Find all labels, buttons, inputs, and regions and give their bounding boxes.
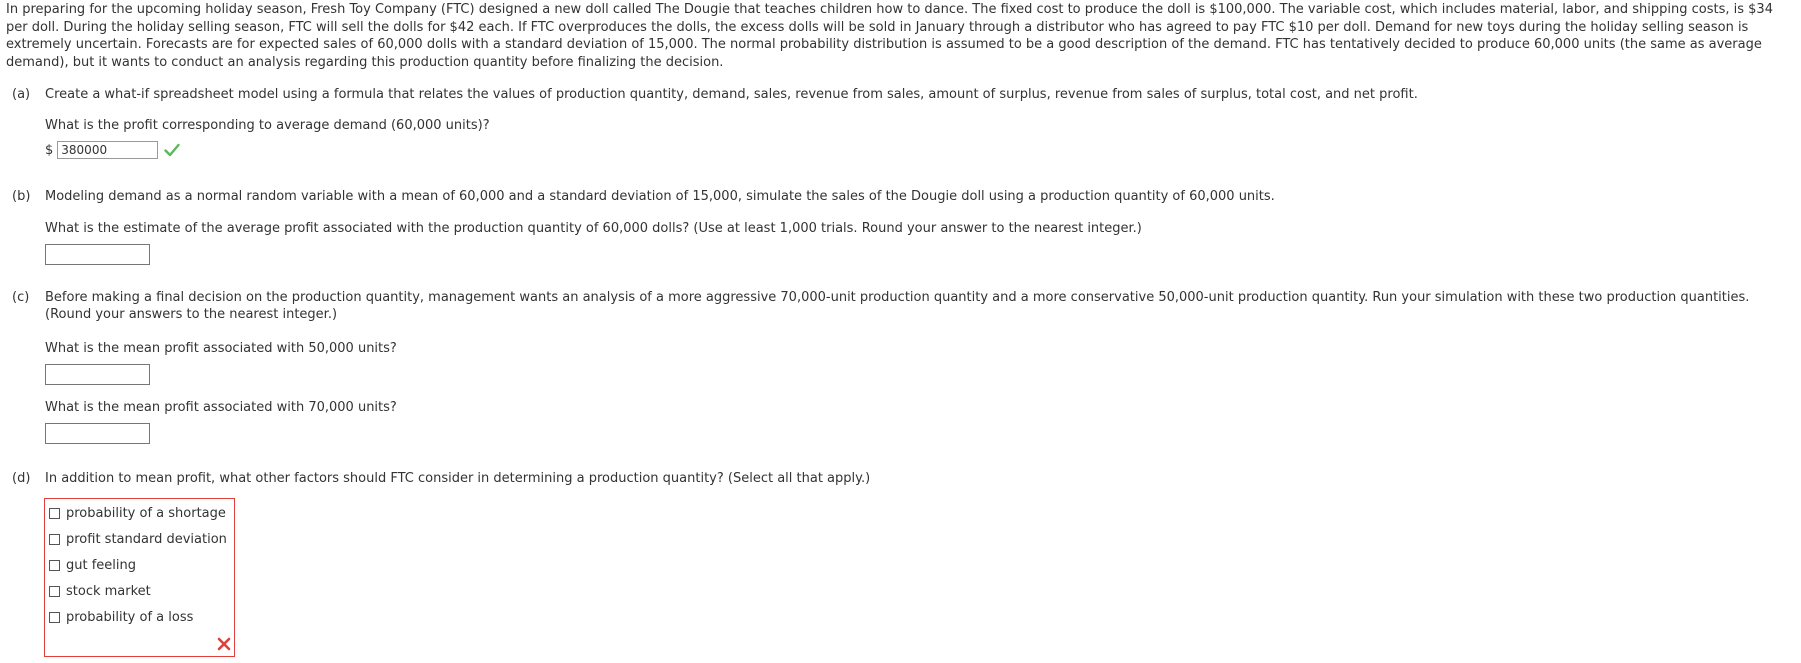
option-stock-market[interactable] (49, 582, 151, 600)
option-label: gut feeling (66, 557, 137, 573)
checkbox[interactable] (49, 612, 60, 623)
checkbox[interactable] (49, 508, 60, 519)
part-c-answer-input-2[interactable] (45, 423, 150, 444)
part-b (12, 188, 1275, 205)
checkbox[interactable] (49, 586, 60, 597)
part-c-question-2: What is the mean profit associated with 70,000 units? (45, 400, 397, 415)
part-c (12, 289, 1750, 322)
part-a-text: Create a what-if spreadsheet model using a formula that relates the values of production quantity, demand, sales, revenue from sales, amount of surplus, revenue from sales of surplus, total cost, and net profit. (45, 87, 1418, 102)
problem-intro: In preparing for the upcoming holiday season, Fresh Toy Company (FTC) designed a new doll called The Dougie that teaches children how to dance. The fixed cost to produce the doll is $100,000. The variable cost, which includes material, labor, and shipping costs, is $34 per doll. During the holiday selling season, FTC will sell the dolls for $42 each. If FTC overproduces the dolls, the excess dolls will be sold in January through a distributor who has agreed to pay FTC $10 per doll. Demand for new toys during the holiday selling season is extremely uncertain. Forecasts are for expected sales of 60,000 dolls with a standard deviation of 15,000. The normal probability distribution is assumed to be a good description of the demand. FTC has tentatively decided to produce 60,000 units (the same as average demand), but it wants to conduct an analysis regarding this production quantity before finalizing the decision. (6, 2, 1773, 70)
part-d-text: In addition to mean profit, what other factors should FTC consider in determining a production quantity? (Select all that apply.) (45, 471, 871, 486)
part-a-answer-row (45, 141, 180, 159)
part-b-question: What is the estimate of the average profit associated with the production quantity of 60,000 dolls? (Use at least 1,000 trials. Round your answer to the nearest integer.) (45, 221, 1142, 236)
part-c-answer-input-1[interactable] (45, 364, 150, 385)
option-probability-loss[interactable] (49, 608, 193, 626)
option-probability-shortage[interactable] (49, 504, 226, 522)
part-b-answer-input[interactable] (45, 244, 150, 265)
part-b-letter: (b) (12, 189, 31, 204)
part-b-text: Modeling demand as a normal random variable with a mean of 60,000 and a standard deviation of 15,000, simulate the sales of the Dougie doll using a production quantity of 60,000 units. (45, 189, 1275, 204)
part-d-options-group (44, 498, 235, 657)
part-d-letter: (d) (12, 471, 31, 486)
x-icon (217, 637, 231, 651)
checkbox[interactable] (49, 560, 60, 571)
option-profit-std-dev[interactable] (49, 530, 227, 548)
option-label: profit standard deviation (66, 531, 227, 547)
option-label: stock market (66, 583, 151, 599)
checkbox[interactable] (49, 534, 60, 545)
check-icon (164, 143, 180, 157)
part-c-text: Before making a final decision on the production quantity, management wants an analysis of a more aggressive 70,000-unit production quantity and a more conservative 50,000-unit production quantity. Run your simulation with these two production quantities. (Round your answers to the nearest integer.) (45, 290, 1750, 322)
part-a (12, 86, 1418, 103)
part-a-question: What is the profit corresponding to average demand (60,000 units)? (45, 118, 490, 133)
option-label: probability of a loss (66, 609, 194, 625)
part-c-question-1: What is the mean profit associated with 50,000 units? (45, 341, 397, 356)
part-c-letter: (c) (12, 290, 30, 305)
dollar-prefix: $ (45, 142, 54, 158)
option-label: probability of a shortage (66, 505, 226, 521)
part-a-letter: (a) (12, 87, 31, 102)
part-a-answer-input[interactable] (57, 141, 158, 159)
option-gut-feeling[interactable] (49, 556, 136, 574)
part-d (12, 470, 871, 487)
